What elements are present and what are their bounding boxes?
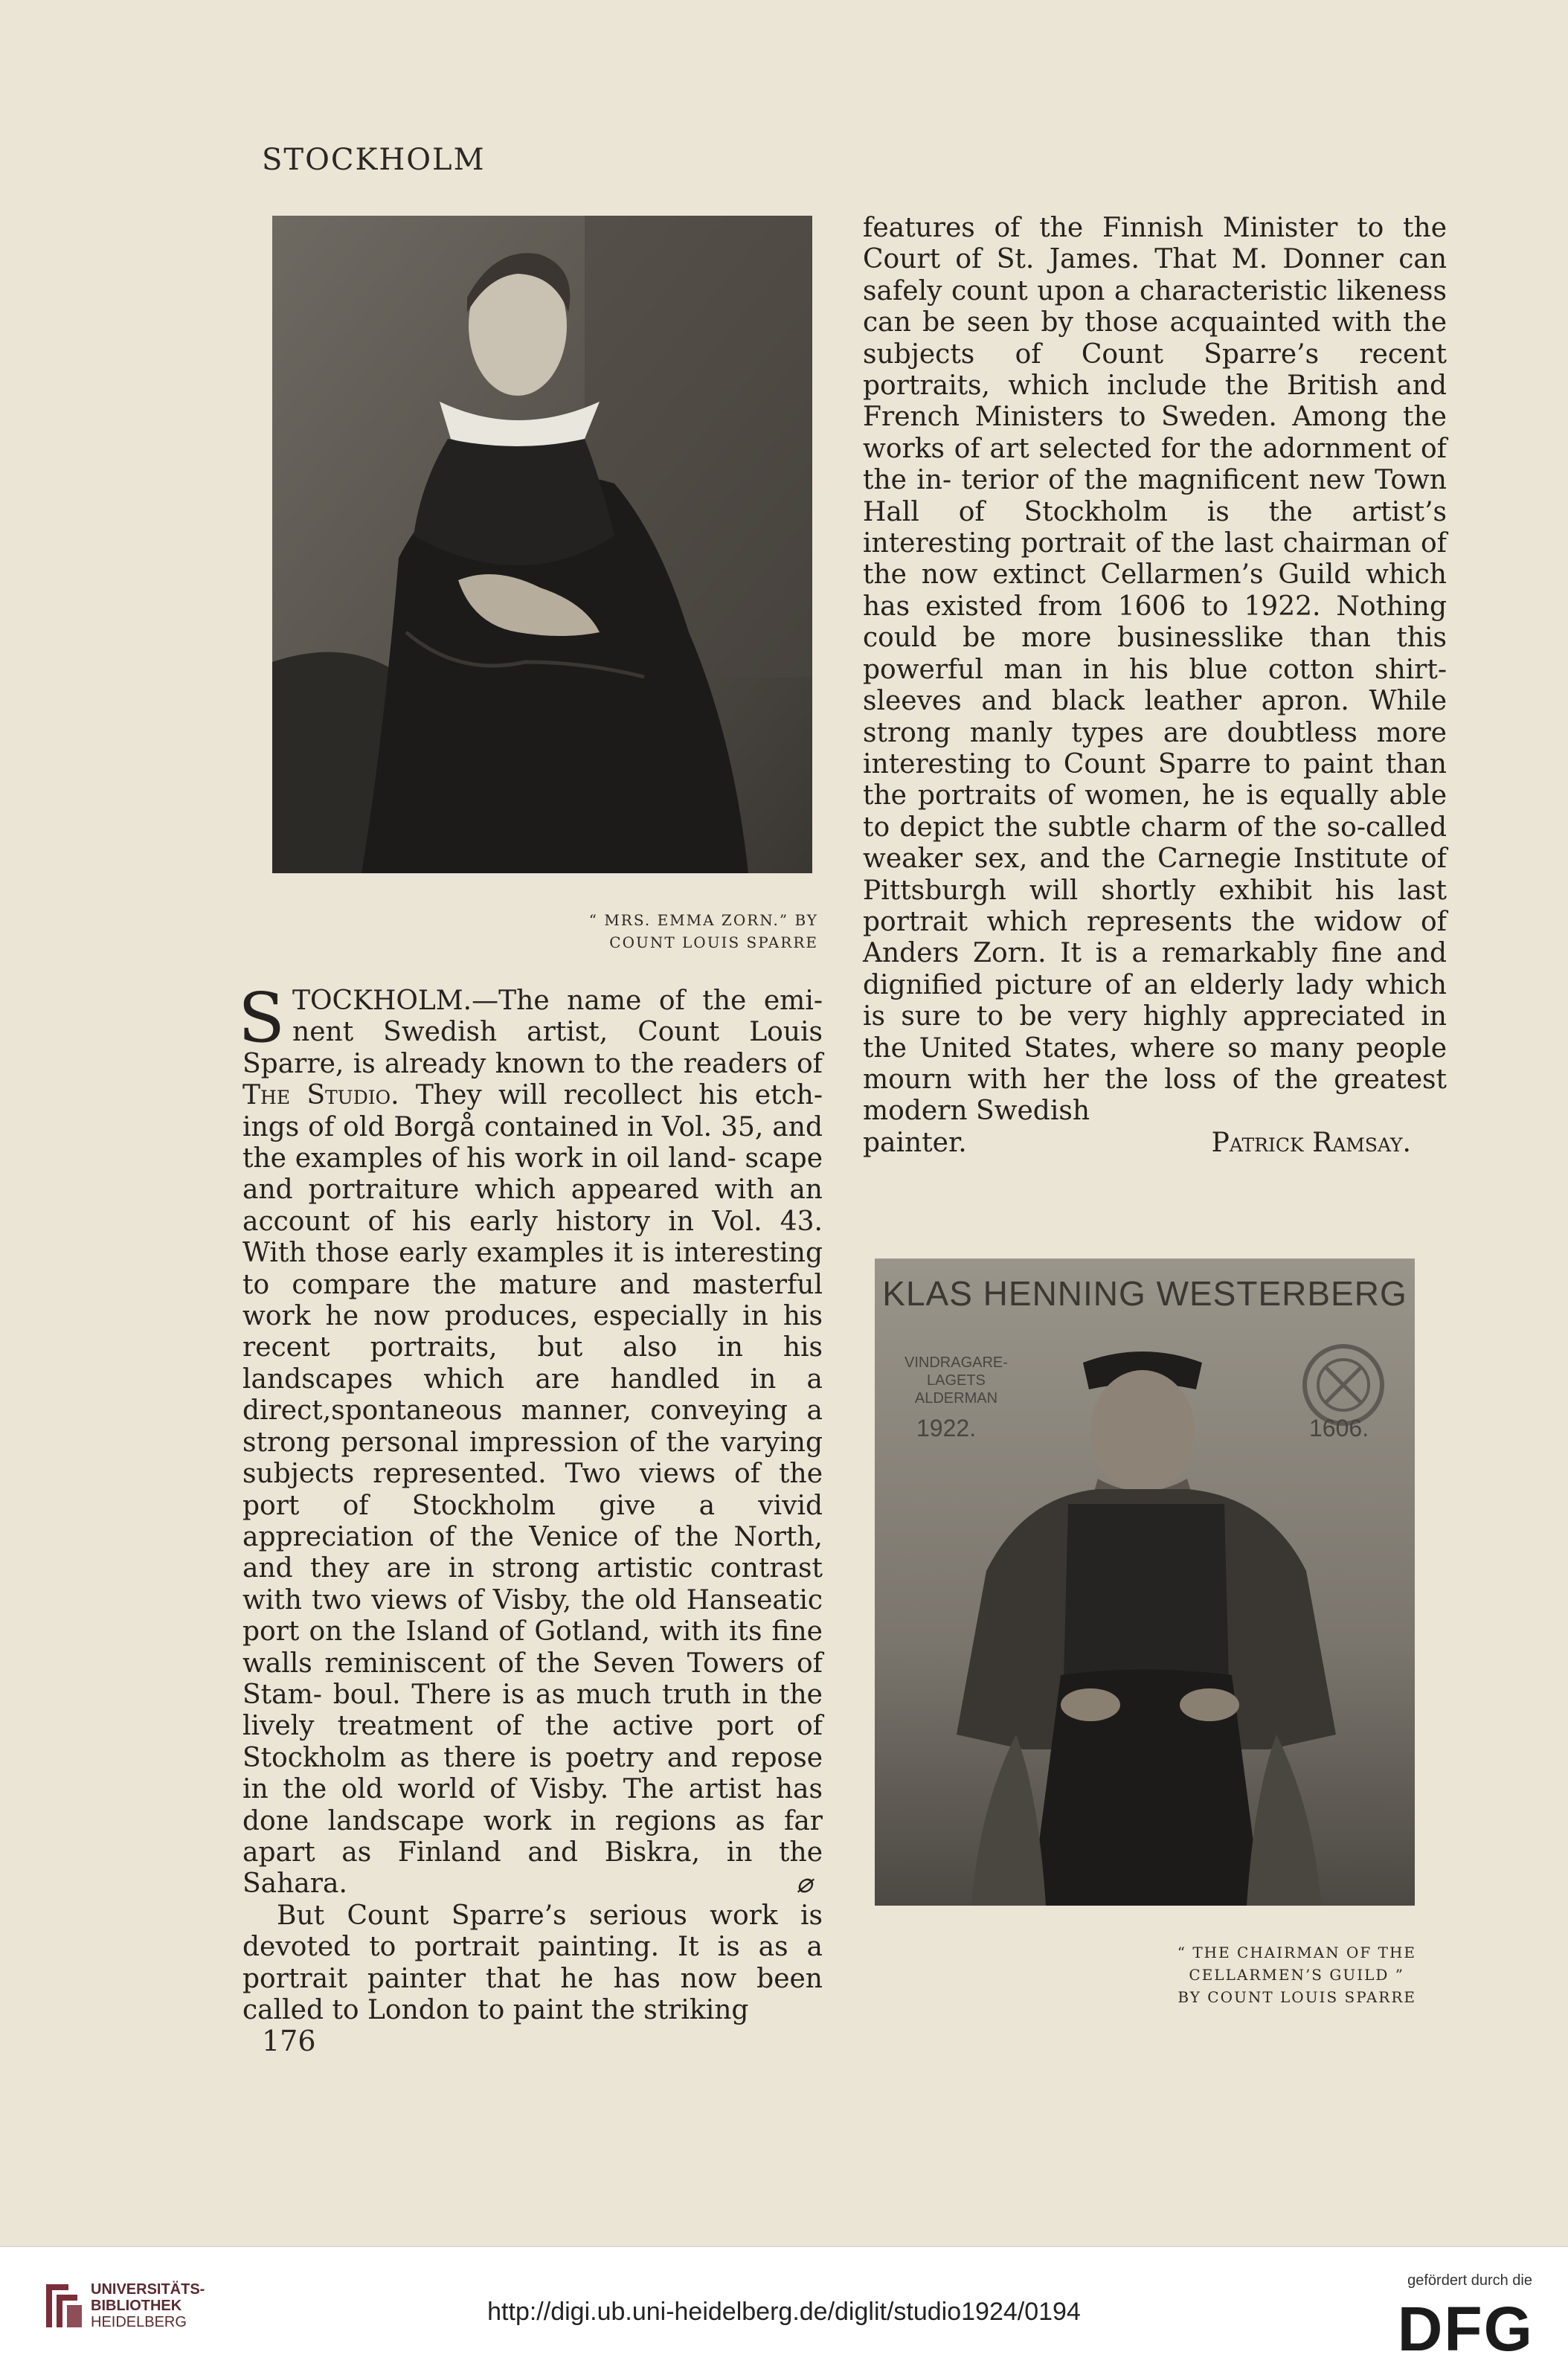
caption-line: CELLARMEN’S GUILD ” — [1189, 1966, 1404, 1984]
ornament-icon: ⌀ — [796, 1868, 812, 1900]
caption-line: COUNT LOUIS SPARRE — [609, 933, 818, 951]
digitization-footer — [0, 2246, 1568, 2372]
paragraph-text: . They will recollect his etch- ings of old Borgå contained in Vol. 35, and the examples of his work in oil land- scape and portraiture which appeared with an account of his early history in Vol. 43. With those early examples it is interesting to compare the mature and masterful work he now produces, especially in his recent portraits, but also in his landscapes which are handled in a direct,spontaneous manner, conveying a strong personal impression of the varying subjects represented. Two views of the port of Stockholm give a vivid appreciation of the Venice of the North, and they are in strong artistic contrast with two views of Visby, the old Hanseatic port on the Island of Gotland, with its fine walls reminiscent of the Seven Towers of Stam- boul. There is as much truth in the lively treatment of the active port of Stockholm as there is poetry and repose in the old world of Visby. The artist has done landscape work in regions as far apart as Finland and Biskra, in the Sahara. — [242, 1080, 823, 1900]
dfg-logo: DFG — [1397, 2294, 1534, 2364]
funded-by-label: gefördert durch die — [1407, 2272, 1532, 2289]
paragraph-intro — [238, 978, 823, 1900]
library-name-line: UNIVERSITÄTS- — [91, 2281, 205, 2298]
painting-year-left: 1922. — [916, 1415, 977, 1441]
caption-emma-zorn — [417, 909, 818, 954]
painting-inscription-left — [905, 1354, 1008, 1407]
paragraph-text: features of the Finnish Minister to the Court of St. James. That M. Donner can safely count upon a characteristic likeness can be seen by those acquainted with the subjects of Count Sparre’s recent portraits, which include the British and French Ministers to Sweden. Among the works of art selected for the adornment of the in- terior of the magnificent new Town Hall of Stockholm is the artist’s interesting portrait of the last chairman of the now extinct Cellarmen’s Guild which has existed from 1606 to 1922. Nothing could be more businesslike than this powerful man in his blue cotton shirt-sleeves and black leather apron. While strong manly types are doubtless more interesting to Count Sparre to paint than the portraits of women, he is equally able to depict the subtle charm of the so-called weaker sex, and the Carnegie Institute of Pittsburgh will shortly exhibit his last portrait which represents the widow of Anders Zorn. It is a remarkably fine and dignified picture of an elderly lady which is sure to be very highly appreciated in the United States, where so many people mourn with her the loss of the greatest modern Swedish — [863, 213, 1447, 1127]
left-column-text — [238, 978, 823, 2026]
painting-year-right: 1606. — [1309, 1415, 1369, 1441]
signature-line — [863, 1128, 1447, 1159]
caption-line: “ MRS. EMMA ZORN.” BY — [588, 911, 818, 929]
portrait-photo-emma-zorn — [272, 216, 812, 873]
magazine-title: The Studio — [242, 1080, 391, 1111]
painting-chairman-cellarmens-guild — [875, 1259, 1415, 1906]
page-number: 176 — [262, 2025, 316, 2057]
painting-inscription-name: KLAS HENNING WESTERBERG — [882, 1274, 1407, 1313]
caption-line: BY COUNT LOUIS SPARRE — [1177, 1988, 1416, 2006]
caption-line: “ THE CHAIRMAN OF THE — [1177, 1944, 1416, 1961]
inscription-line: LAGETS — [926, 1372, 986, 1389]
right-column-text — [863, 213, 1447, 1159]
running-head: STOCKHOLM — [262, 143, 486, 177]
library-name-line: HEIDELBERG — [91, 2314, 187, 2330]
author-signature: Patrick Ramsay. — [1211, 1127, 1411, 1158]
inscription-line: ALDERMAN — [914, 1390, 998, 1407]
library-name-line: BIBLIOTHEK — [91, 2298, 182, 2314]
inscription-line: VINDRAGARE- — [905, 1354, 1008, 1371]
drop-cap: S — [238, 978, 286, 1058]
caption-chairman — [967, 1941, 1416, 2008]
digitization-url-link[interactable]: http://digi.ub.uni-heidelberg.de/diglit/studio1924/0194 — [487, 2298, 1081, 2326]
paragraph-portraits: But Count Sparre’s serious work is devoted to portrait painting. It is as a portrait painter that he has now been called to London to paint the striking — [242, 1900, 823, 2025]
last-word: painter. — [863, 1127, 967, 1158]
paragraph-text: TOCKHOLM.—The name of the emi- nent Swedish artist, Count Louis Sparre, is already known to the readers of — [242, 986, 823, 1079]
